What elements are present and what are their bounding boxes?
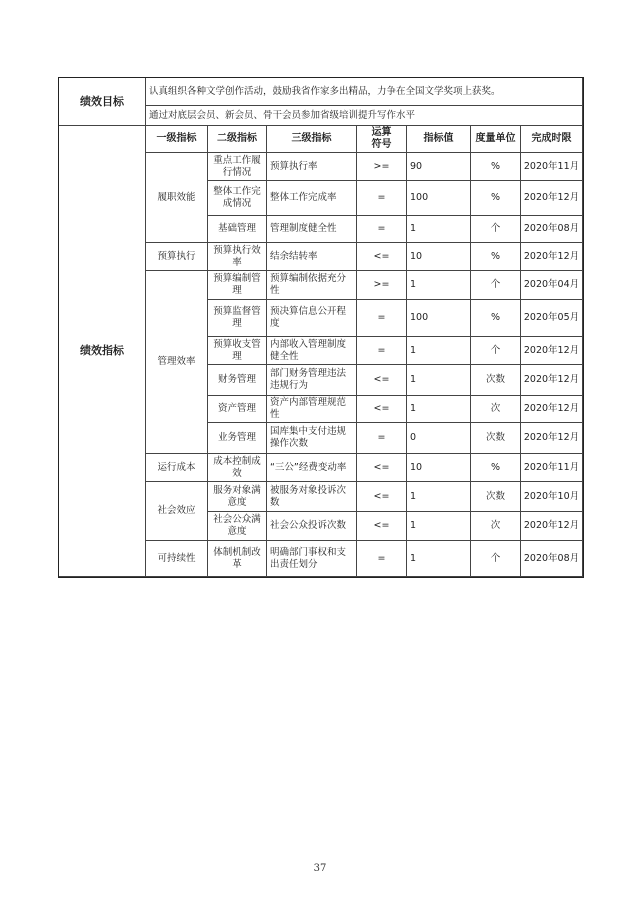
deadline-cell: 2020年11月: [521, 454, 583, 482]
value-cell: 1: [407, 337, 471, 365]
operator-cell: <=: [357, 454, 407, 482]
level2-cell: 成本控制成效: [208, 454, 267, 482]
value-cell: 90: [407, 153, 471, 181]
value-cell: 1: [407, 541, 471, 577]
level2-cell: 预算监督管理: [208, 300, 267, 337]
level3-cell: 结余结转率: [267, 243, 357, 271]
header-deadline: 完成时限: [521, 126, 583, 153]
deadline-cell: 2020年08月: [521, 541, 583, 577]
deadline-cell: 2020年12月: [521, 181, 583, 216]
header-value: 指标值: [407, 126, 471, 153]
level2-cell: 预算执行效率: [208, 243, 267, 271]
level2-cell: 重点工作履行情况: [208, 153, 267, 181]
level3-cell: 部门财务管理违法违规行为: [267, 365, 357, 396]
deadline-cell: 2020年12月: [521, 243, 583, 271]
unit-cell: %: [471, 243, 521, 271]
unit-cell: 个: [471, 337, 521, 365]
level3-cell: 内部收入管理制度健全性: [267, 337, 357, 365]
operator-cell: =: [357, 216, 407, 243]
value-cell: 1: [407, 216, 471, 243]
unit-cell: 次数: [471, 423, 521, 454]
level3-cell: 预算执行率: [267, 153, 357, 181]
level3-cell: 社会公众投诉次数: [267, 512, 357, 541]
unit-cell: 个: [471, 216, 521, 243]
level1-cell: 可持续性: [146, 541, 208, 577]
operator-cell: =: [357, 541, 407, 577]
operator-cell: <=: [357, 512, 407, 541]
operator-cell: >=: [357, 153, 407, 181]
deadline-cell: 2020年12月: [521, 396, 583, 423]
page-number: 37: [313, 863, 327, 874]
unit-cell: 次数: [471, 482, 521, 512]
header-level1: 一级指标: [146, 126, 208, 153]
indicators-label: 绩效指标: [58, 126, 146, 577]
level3-cell: 管理制度健全性: [267, 216, 357, 243]
deadline-cell: 2020年05月: [521, 300, 583, 337]
value-cell: 1: [407, 396, 471, 423]
header-level2: 二级指标: [208, 126, 267, 153]
operator-cell: =: [357, 181, 407, 216]
unit-cell: 个: [471, 541, 521, 577]
level2-cell: 预算收支管理: [208, 337, 267, 365]
operator-cell: =: [357, 300, 407, 337]
value-cell: 100: [407, 181, 471, 216]
value-cell: 1: [407, 482, 471, 512]
level1-cell: 预算执行: [146, 243, 208, 271]
value-cell: 10: [407, 454, 471, 482]
level3-cell: 明确部门事权和支出责任划分: [267, 541, 357, 577]
level3-cell: 资产内部管理规范性: [267, 396, 357, 423]
header-operator: 运算符号: [357, 126, 407, 153]
operator-cell: =: [357, 337, 407, 365]
level3-cell: 国库集中支付违规操作次数: [267, 423, 357, 454]
goal-line-2: 通过对底层会员、新会员、骨干会员参加省级培训提升写作水平: [146, 106, 583, 126]
operator-cell: <=: [357, 482, 407, 512]
operator-cell: <=: [357, 365, 407, 396]
level2-cell: 财务管理: [208, 365, 267, 396]
unit-cell: 次: [471, 512, 521, 541]
deadline-cell: 2020年12月: [521, 337, 583, 365]
value-cell: 100: [407, 300, 471, 337]
level1-cell: 管理效率: [146, 271, 208, 454]
deadline-cell: 2020年04月: [521, 271, 583, 300]
level2-cell: 社会公众满意度: [208, 512, 267, 541]
value-cell: 1: [407, 271, 471, 300]
unit-cell: %: [471, 153, 521, 181]
deadline-cell: 2020年12月: [521, 365, 583, 396]
deadline-cell: 2020年10月: [521, 482, 583, 512]
level2-cell: 业务管理: [208, 423, 267, 454]
header-unit: 度量单位: [471, 126, 521, 153]
value-cell: 0: [407, 423, 471, 454]
level2-cell: 基础管理: [208, 216, 267, 243]
header-level3: 三级指标: [267, 126, 357, 153]
goal-label: 绩效目标: [58, 77, 146, 126]
unit-cell: %: [471, 181, 521, 216]
level3-cell: “三公”经费变动率: [267, 454, 357, 482]
unit-cell: %: [471, 454, 521, 482]
deadline-cell: 2020年12月: [521, 423, 583, 454]
level3-cell: 预算编制依据充分性: [267, 271, 357, 300]
value-cell: 1: [407, 365, 471, 396]
level2-cell: 体制机制改革: [208, 541, 267, 577]
operator-cell: <=: [357, 396, 407, 423]
unit-cell: 个: [471, 271, 521, 300]
level2-cell: 资产管理: [208, 396, 267, 423]
operator-cell: =: [357, 423, 407, 454]
deadline-cell: 2020年11月: [521, 153, 583, 181]
operator-cell: >=: [357, 271, 407, 300]
value-cell: 10: [407, 243, 471, 271]
level1-cell: 履职效能: [146, 153, 208, 243]
goal-line-1: 认真组织各种文学创作活动，鼓励我省作家多出精品，力争在全国文学奖项上获奖。: [146, 77, 583, 106]
unit-cell: 次: [471, 396, 521, 423]
level3-cell: 整体工作完成率: [267, 181, 357, 216]
level2-cell: 整体工作完成情况: [208, 181, 267, 216]
operator-cell: <=: [357, 243, 407, 271]
level3-cell: 被服务对象投诉次数: [267, 482, 357, 512]
deadline-cell: 2020年08月: [521, 216, 583, 243]
level2-cell: 预算编制管理: [208, 271, 267, 300]
value-cell: 1: [407, 512, 471, 541]
level3-cell: 预决算信息公开程度: [267, 300, 357, 337]
level1-cell: 运行成本: [146, 454, 208, 482]
level1-cell: 社会效应: [146, 482, 208, 541]
deadline-cell: 2020年12月: [521, 512, 583, 541]
unit-cell: 次数: [471, 365, 521, 396]
unit-cell: %: [471, 300, 521, 337]
level2-cell: 服务对象满意度: [208, 482, 267, 512]
